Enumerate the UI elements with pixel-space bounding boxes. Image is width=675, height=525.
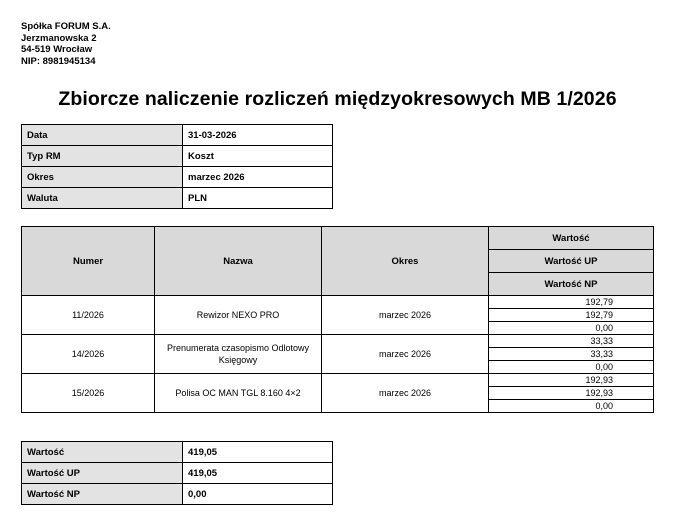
header-row-type bbox=[22, 146, 333, 167]
header-value: 31-03-2026 bbox=[183, 125, 333, 146]
header-label: Waluta bbox=[22, 188, 183, 209]
row-wartosc-np: 0,00 bbox=[489, 400, 654, 413]
row-numer: 15/2026 bbox=[22, 374, 155, 413]
row-numer: 14/2026 bbox=[22, 335, 155, 374]
row-okres: marzec 2026 bbox=[322, 296, 489, 335]
row-wartosc-up: 192,93 bbox=[489, 387, 654, 400]
column-header-wartosc-up: Wartość UP bbox=[489, 250, 654, 273]
header-value: PLN bbox=[183, 188, 333, 209]
header-row-currency bbox=[22, 188, 333, 209]
summary-row-value-np bbox=[22, 484, 333, 505]
summary-value: 419,05 bbox=[183, 463, 333, 484]
row-nazwa: Polisa OC MAN TGL 8.160 4×2 bbox=[155, 374, 322, 413]
row-wartosc: 192,93 bbox=[489, 374, 654, 387]
table-header-row bbox=[22, 227, 654, 250]
row-wartosc: 33,33 bbox=[489, 335, 654, 348]
company-nip: NIP: 8981945134 bbox=[21, 55, 96, 67]
column-header-nazwa: Nazwa bbox=[155, 227, 322, 296]
summary-row-value bbox=[22, 442, 333, 463]
header-row-period bbox=[22, 167, 333, 188]
row-wartosc: 192,79 bbox=[489, 296, 654, 309]
header-value: Koszt bbox=[183, 146, 333, 167]
header-label: Data bbox=[22, 125, 183, 146]
table-row bbox=[22, 335, 654, 348]
company-address-block bbox=[21, 21, 111, 67]
company-name: Spółka FORUM S.A. bbox=[21, 21, 111, 32]
row-okres: marzec 2026 bbox=[322, 335, 489, 374]
summary-value: 419,05 bbox=[183, 442, 333, 463]
summary-label: Wartość UP bbox=[22, 463, 183, 484]
summary-label: Wartość bbox=[22, 442, 183, 463]
summary-row-value-up bbox=[22, 463, 333, 484]
column-header-wartosc-np: Wartość NP bbox=[489, 273, 654, 296]
column-header-numer: Numer bbox=[22, 227, 155, 296]
accruals-table bbox=[21, 226, 654, 413]
summary-label: Wartość NP bbox=[22, 484, 183, 505]
document-title: Zbiorcze naliczenie rozliczeń międzyokresowych MB 1/2026 bbox=[58, 88, 617, 110]
header-row-date bbox=[22, 125, 333, 146]
column-header-okres: Okres bbox=[322, 227, 489, 296]
table-row bbox=[22, 374, 654, 387]
summary-value: 0,00 bbox=[183, 484, 333, 505]
company-street: Jerzmanowska 2 bbox=[21, 32, 97, 44]
row-wartosc-np: 0,00 bbox=[489, 361, 654, 374]
row-numer: 11/2026 bbox=[22, 296, 155, 335]
row-wartosc-up: 192,79 bbox=[489, 309, 654, 322]
row-nazwa: Rewizor NEXO PRO bbox=[155, 296, 322, 335]
row-okres: marzec 2026 bbox=[322, 374, 489, 413]
row-nazwa: Prenumerata czasopismo Odlotowy Księgowy bbox=[155, 335, 322, 374]
header-label: Okres bbox=[22, 167, 183, 188]
column-header-wartosc: Wartość bbox=[489, 227, 654, 250]
summary-table bbox=[21, 441, 333, 505]
row-wartosc-up: 33,33 bbox=[489, 348, 654, 361]
company-city: 54-519 Wrocław bbox=[21, 44, 93, 55]
header-label: Typ RM bbox=[22, 146, 183, 167]
table-row bbox=[22, 296, 654, 309]
header-value: marzec 2026 bbox=[183, 167, 333, 188]
row-wartosc-np: 0,00 bbox=[489, 322, 654, 335]
document-header-table bbox=[21, 124, 333, 209]
